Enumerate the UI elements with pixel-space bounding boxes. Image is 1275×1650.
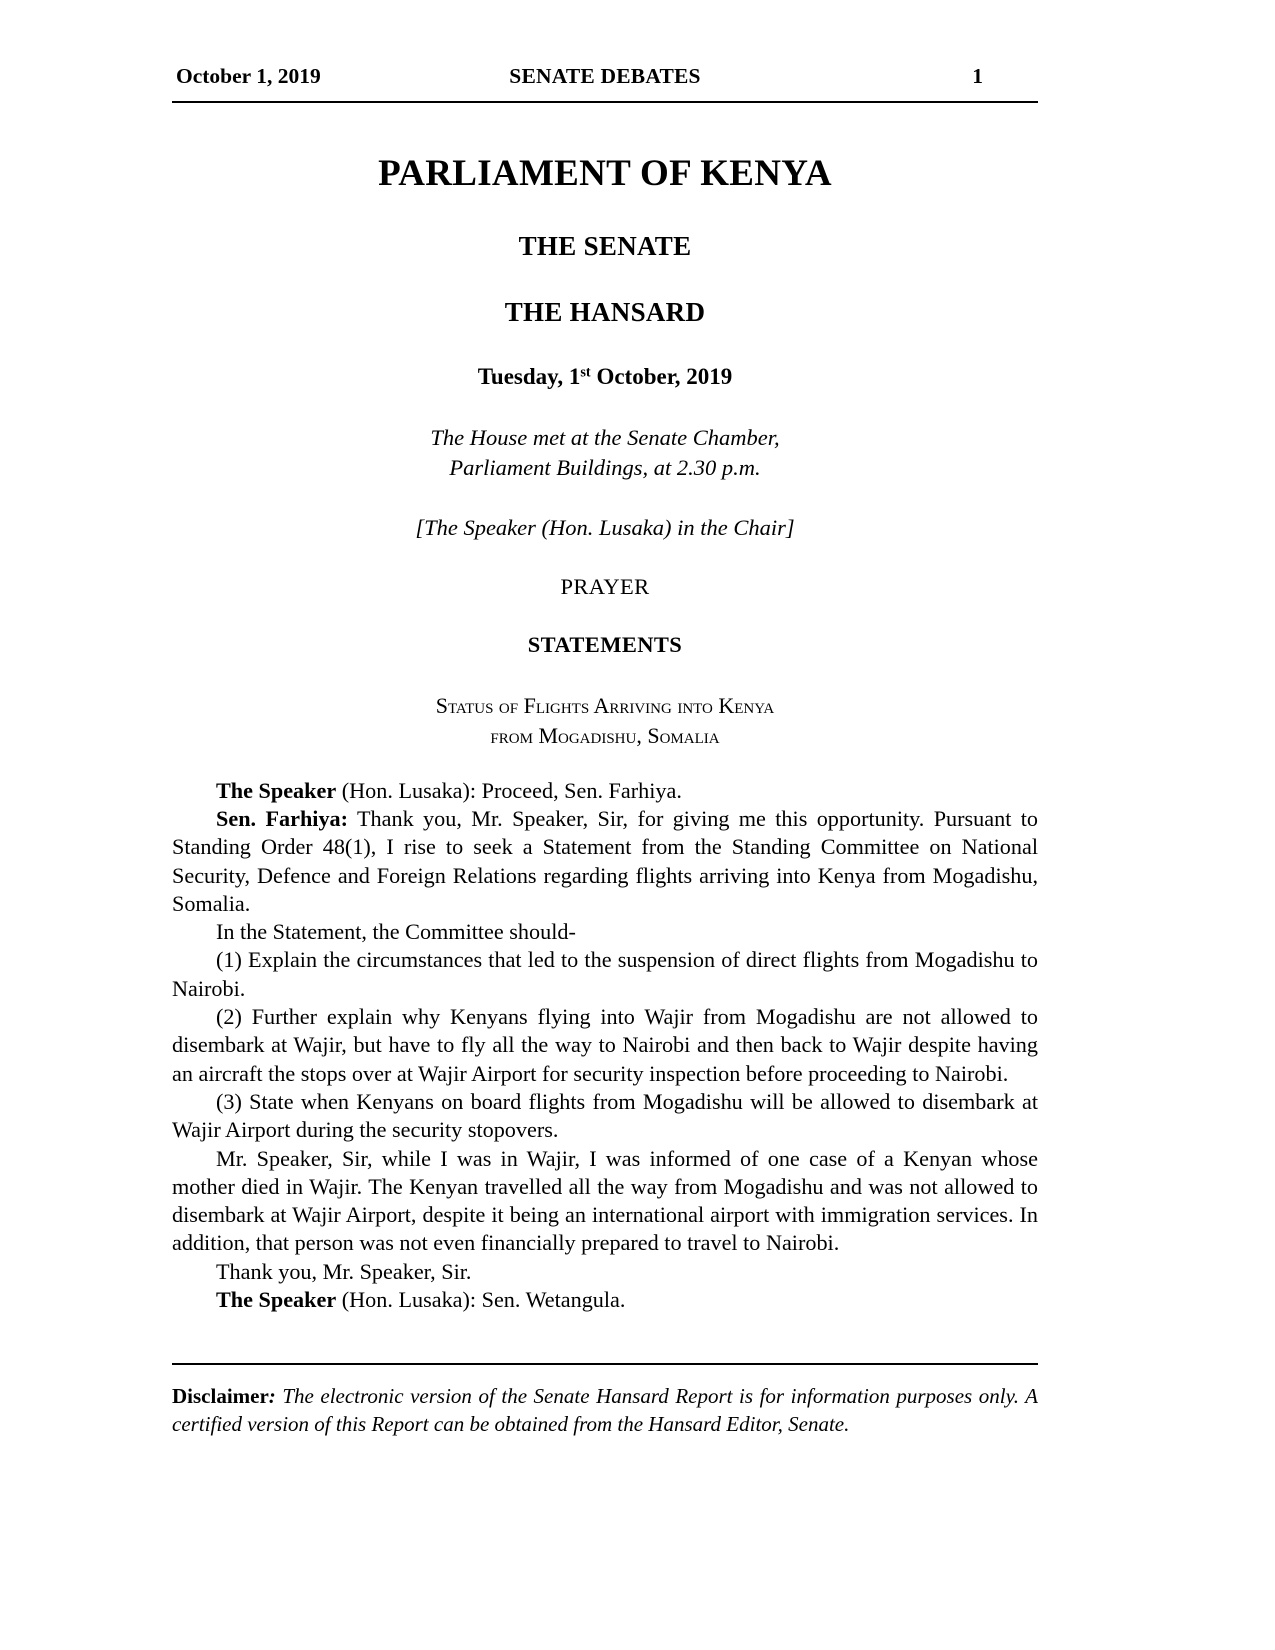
- document-title-house: THE SENATE: [518, 231, 692, 261]
- speech-paragraph: [172, 1258, 1038, 1286]
- header-title: SENATE DEBATES: [509, 64, 701, 88]
- speaker-name: The Speaker: [216, 1287, 337, 1312]
- speech-paragraph: [172, 805, 1038, 918]
- house-met-line-1: The House met at the Senate Chamber,: [430, 425, 780, 450]
- speech-text: (Hon. Lusaka): Proceed, Sen. Farhiya.: [336, 777, 682, 803]
- debate-body: [172, 777, 1038, 1315]
- statements-heading: STATEMENTS: [527, 632, 683, 658]
- running-header-row: [172, 64, 1038, 94]
- speaker-name: The Speaker: [216, 777, 337, 803]
- statement-title-line-2: from Mogadishu, Somalia: [490, 722, 720, 748]
- disclaimer-text: The electronic version of the Senate Hansard Report is for information purposes only. A certified version of this Report can be obtained from the Hansard Editor, Senate.: [172, 1384, 1038, 1436]
- prayer-heading: PRAYER: [560, 574, 650, 600]
- speech-text: (Hon. Lusaka): Sen. Wetangula.: [336, 1287, 626, 1312]
- speech-text: (1) Explain the circumstances that led to the suspension of direct flights from Mogadishu to Nairobi.: [172, 947, 1038, 1001]
- statement-title-line-1: Status of Flights Arriving into Kenya: [435, 693, 775, 719]
- sitting-date-ordinal: st: [580, 364, 591, 381]
- house-met-line-2: Parliament Buildings, at 2.30 p.m.: [449, 455, 761, 481]
- speech-text: Thank you, Mr. Speaker, Sir, for giving me this opportunity. Pursuant to Standing Order 48(1), I rise to seek a Statement from the Standing Committee on National Security, Defence and Foreign Relations regarding flights arriving into Kenya from Mogadishu, Somalia.: [172, 805, 1038, 916]
- disclaimer: [172, 1383, 1038, 1438]
- running-header: [172, 0, 1038, 103]
- speech-paragraph: [172, 918, 1038, 946]
- chair-note: [The Speaker (Hon. Lusaka) in the Chair]: [415, 515, 795, 541]
- document-title-publication: THE HANSARD: [504, 297, 706, 327]
- speaker-name: Sen. Farhiya:: [216, 805, 349, 831]
- speech-text: Mr. Speaker, Sir, while I was in Wajir, I was informed of one case of a Kenyan whose mother died in Wajir. The Kenyan travelled all the way from Mogadishu and was not allowed to disembark at Wajir Airport, despite it being an international airport with immigration services. In addition, that person was not even financially prepared to travel to Nairobi.: [172, 1145, 1038, 1256]
- header-date: October 1, 2019: [176, 64, 321, 88]
- sitting-date-prefix: Tuesday, 1: [477, 364, 581, 389]
- statement-title: [172, 691, 1038, 750]
- speech-text: Thank you, Mr. Speaker, Sir.: [216, 1258, 472, 1284]
- statement-request-item: [172, 946, 1038, 1003]
- speech-paragraph: [172, 1286, 1038, 1314]
- speech-text: (3) State when Kenyans on board flights from Mogadishu will be allowed to disembark at Wajir Airport during the security stopovers.: [172, 1088, 1038, 1143]
- speech-paragraph: [172, 777, 1038, 805]
- page-content: [172, 0, 1038, 1314]
- house-met-note: [172, 423, 1038, 483]
- page-footer: [172, 1363, 1038, 1438]
- speech-text: (2) Further explain why Kenyans flying into Wajir from Mogadishu are not allowed to disembark at Wajir, but have to fly all the way to Nairobi and then back to Wajir despite having an aircraft the stops over at Wajir Airport for security inspection before proceeding to Nairobi.: [172, 1004, 1038, 1086]
- header-page-number: 1: [972, 64, 983, 88]
- sitting-date-suffix: October, 2019: [590, 364, 733, 389]
- footer-divider: [172, 1363, 1038, 1365]
- sitting-date: [172, 364, 1038, 390]
- speech-text: In the Statement, the Committee should-: [216, 919, 576, 945]
- disclaimer-colon: :: [268, 1384, 276, 1408]
- disclaimer-label: Disclaimer: [172, 1384, 269, 1408]
- document-title-parliament: PARLIAMENT OF KENYA: [378, 153, 832, 194]
- statement-request-item: [172, 1088, 1038, 1145]
- statement-request-item: [172, 1003, 1038, 1088]
- speech-paragraph: [172, 1145, 1038, 1258]
